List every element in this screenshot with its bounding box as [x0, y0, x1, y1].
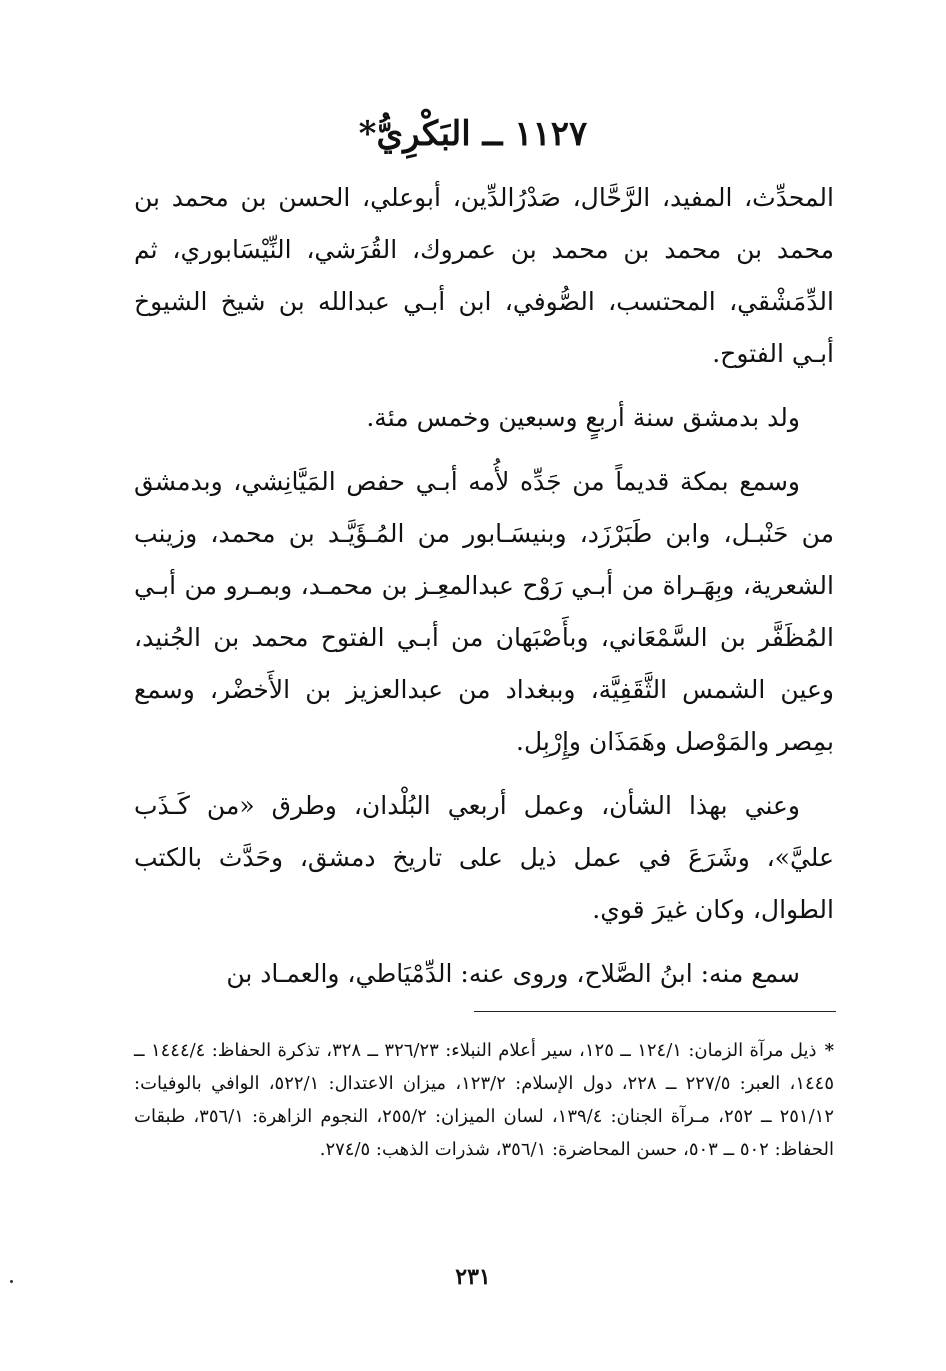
paragraph-works: وعني بهذا الشأن، وعمل أربعي البُلْدان، وطرق «من كَـذَب عليَّ»، وشَرَعَ في عمل ذيل على تاريخ دمشق، وحَدَّث بالكتب الطوال، وكان غيرَ قوي.: [134, 791, 834, 924]
paragraph-teachers: وسمع بمكة قديماً من جَدِّه لأُمه أبـي حفص المَيَّانِشي، وبدمشق من حَنْبـل، وابن طَبَرْزَد، وبنيسَـابور من المُـؤَيَّـد بن محمد، وزينب الشعرية، وبِهَـراة من أبـي رَوْح عبدالمعِـز بن محمـد، وبمـرو من أبـي المُظَفَّر بن السَّمْعَاني، وبأَصْبَهان من أبـي الفتوح محمد بن الجُنيد، وعين الشمس الثَّقَفِيَّة، وببغداد من عبدالعزيز بن الأَخضْر، وسمع بمِصر والمَوْصل وهَمَذَان وإِرْبِل.: [134, 467, 834, 756]
footnote-text: ذيل مرآة الزمان: ١٢٤/١ ــ ١٢٥، سير أعلام النبلاء: ٣٢٦/٢٣ ــ ٣٢٨، تذكرة الحفاظ: ١٤٤٤/٤ ــ ١٤٤٥، العبر: ٢٢٧/٥ ــ ٢٢٨، دول الإسلام: ١٢٣/٢، ميزان الاعتدال: ٥٢٢/١، الوافي بالوفيات: ٢٥١/١٢ ــ ٢٥٢، مـرآة الجنان: ١٣٩/٤، لسان الميزان: ٢٥٥/٢، النجوم الزاهرة: ٣٥٦/١، طبقات الحفاظ: ٥٠٢ ــ ٥٠٣، حسن المحاضرة: ٣٥٦/١، شذرات الذهب: ٢٧٤/٥.: [134, 1040, 834, 1160]
footnote-marker: *: [824, 1040, 834, 1061]
paragraph-name-lineage: المحدِّث، المفيد، الرَّحَّال، صَدْرُالدِّين، أبوعلي، الحسن بن محمد بن محمد بن محمد بن محمد بن عمروك، القُرَشي، النِّيْسَابوري، ثم الدِّمَشْقي، المحتسب، الصُّوفي، ابن أبـي عبدالله بن شيخ الشيوخ أبـي الفتوح.: [134, 183, 834, 368]
footnote: [134, 1034, 834, 1166]
scan-speck: [10, 1280, 13, 1283]
footnote-divider: [474, 1011, 836, 1012]
page-number: ٢٣١: [455, 1264, 491, 1290]
paragraph-birth: ولد بدمشق سنة أربعٍ وسبعين وخمس مئة.: [366, 403, 800, 432]
entry-title: ١١٢٧ ــ البَكْرِيُّ*: [358, 114, 588, 154]
entry-body: [134, 172, 834, 1012]
paragraph-students: سمع منه: ابنُ الصَّلاح، وروى عنه: الدِّمْيَاطي، والعمـاد بن: [226, 959, 800, 988]
